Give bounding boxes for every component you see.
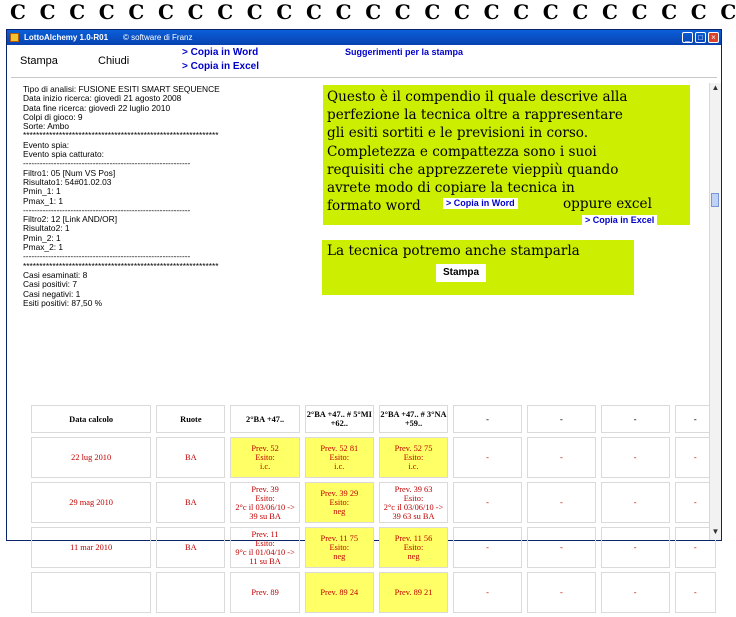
suggerimenti-link[interactable]: Suggerimenti per la stampa [345, 47, 464, 57]
prediction-line: Prev. 52 81 [320, 444, 359, 453]
prediction-line: Prev. 11 56 [394, 534, 433, 543]
prediction-line: Prev. 89 24 [320, 588, 359, 597]
column-header: - [601, 405, 670, 433]
prediction-line: 39 su BA [249, 511, 281, 521]
stampa-button[interactable]: Stampa [20, 55, 58, 67]
ruote-cell: BA [156, 527, 225, 568]
title-bar [7, 30, 721, 45]
scroll-up-icon[interactable]: ▲ [711, 83, 720, 92]
prediction-line: Esito: [255, 538, 275, 548]
report-line: Casi negativi: 1 [23, 288, 81, 299]
report-line: Colpi di gioco: 9 [23, 111, 83, 122]
report-text [23, 85, 220, 308]
report-line: ************************************************************ [23, 260, 219, 271]
toolbar-divider [11, 77, 717, 78]
annotation-stampa-text: La tecnica potremo anche stamparla [327, 243, 580, 259]
report-line: Evento spia: [23, 139, 70, 150]
prediction-line: Prev. 39 29 [320, 489, 359, 498]
prediction-line: i.c. [334, 462, 345, 471]
binding-ring-icon: C [513, 0, 530, 24]
scroll-down-icon[interactable]: ▼ [711, 527, 720, 536]
prediction-line: 39 63 su BA [392, 511, 435, 521]
prediction-line: neg [333, 552, 346, 561]
annotation-copia-excel-button[interactable]: > Copia in Excel [582, 215, 657, 226]
empty-cell: - [527, 482, 596, 523]
prediction-line: 11 su BA [249, 556, 281, 566]
report-line: Esiti positivi: 87,50 % [23, 297, 103, 308]
prediction-line: 9°c il 01/04/10 -> [235, 547, 295, 557]
column-header: 2°BA +47.. # 5°MI +62.. [305, 405, 374, 433]
prediction-line: i.c. [408, 462, 419, 471]
prediction-line: 2°c il 03/06/10 -> [383, 502, 444, 512]
table-row [31, 572, 716, 613]
binding-ring-icon: C [454, 0, 470, 24]
maximize-icon[interactable]: □ [695, 32, 706, 43]
binding-ring-icon: C [335, 0, 352, 24]
minimize-icon[interactable]: _ [682, 32, 693, 43]
app-subtitle: © software di Franz [123, 33, 193, 42]
empty-cell: - [675, 482, 716, 523]
close-icon[interactable]: × [708, 32, 719, 43]
prediction-cell [230, 437, 299, 478]
prediction-cell [379, 482, 448, 523]
binding-ring-icon: C [631, 0, 648, 24]
report-line: Evento spia catturato: [23, 149, 105, 160]
column-header: 2°BA +47.. # 3°NA +59.. [379, 405, 448, 433]
annotation-line: gli esiti sortiti e le previsioni in corso. [327, 125, 589, 142]
prediction-line: Esito: [403, 453, 424, 462]
prediction-line: Prev. 39 63 [394, 484, 433, 494]
empty-cell: - [675, 527, 716, 568]
binding-ring-icon: C [217, 0, 234, 24]
date-cell: 29 mag 2010 [31, 482, 151, 523]
binding-ring-icon: C [572, 0, 589, 24]
annotation-line: avrete modo di copiare la tecnica in [327, 180, 575, 197]
binding-ring-icon: C [690, 0, 707, 24]
empty-cell: - [527, 572, 596, 613]
prediction-cell [305, 572, 374, 613]
report-line: Data fine ricerca: giovedì 22 luglio 2010 [23, 102, 171, 113]
ruote-cell [156, 572, 225, 613]
scroll-thumb[interactable] [711, 193, 719, 207]
prediction-line: Prev. 52 75 [394, 444, 433, 453]
empty-cell: - [453, 572, 522, 613]
column-header: 2°BA +47.. [230, 405, 299, 433]
annotation-line: requisiti che apprezzerete vieppiù quando [327, 161, 619, 178]
date-cell: 11 mar 2010 [31, 527, 151, 568]
binding-ring-icon: C [424, 0, 441, 24]
report-line: Filtro2: 12 [Link AND/OR] [23, 214, 118, 225]
table-header-row [31, 405, 716, 433]
prediction-line: Prev. 11 75 [320, 534, 359, 543]
prediction-line: Prev. 89 21 [394, 588, 433, 597]
binding-ring-icon: C [10, 0, 26, 24]
empty-cell: - [453, 527, 522, 568]
empty-cell: - [453, 437, 522, 478]
prediction-line: Esito: [329, 498, 350, 507]
report-line: Pmax_1: 1 [23, 195, 64, 206]
binding-ring-icon: C [542, 0, 559, 24]
prediction-cell [230, 527, 299, 568]
column-header: - [453, 405, 522, 433]
report-line: Risultato2: 1 [23, 223, 70, 234]
binding-ring-icon: C [661, 0, 678, 24]
annotation-line: Questo è il compendio il quale descrive alla [327, 89, 628, 105]
annotation-line: Completezza e compattezza sono i suoi [327, 143, 597, 160]
prediction-cell [230, 572, 299, 613]
report-line: Pmin_1: 1 [23, 186, 61, 197]
column-header: - [675, 405, 716, 433]
prediction-line: Esito: [255, 453, 275, 462]
binding-ring-icon: C [394, 0, 411, 24]
empty-cell: - [601, 437, 670, 478]
empty-cell: - [601, 482, 670, 523]
report-line: Risultato1: 54#01.02.03 [23, 176, 112, 187]
prediction-line: neg [407, 552, 420, 561]
stampa-annotation [322, 240, 634, 295]
table-row [31, 437, 716, 478]
date-cell [31, 572, 151, 613]
prediction-line: Prev. 89 [251, 588, 279, 597]
report-line: Pmax_2: 1 [23, 242, 64, 253]
empty-cell: - [675, 572, 716, 613]
binding-ring-icon: C [187, 0, 204, 24]
report-line: ------------------------------------------------------------ [23, 158, 191, 169]
prediction-line: Prev. 11 [251, 529, 279, 539]
binding-ring-icon: C [158, 0, 174, 24]
empty-cell: - [601, 572, 670, 613]
binding-ring-icon: C [276, 0, 293, 24]
report-line: Casi positivi: 7 [23, 279, 77, 290]
report-line: ------------------------------------------------------------ [23, 204, 191, 215]
app-title: LottoAlchemy 1.0-R01 [24, 33, 109, 42]
empty-cell: - [675, 437, 716, 478]
binding-ring-icon: C [365, 0, 382, 24]
report-line: Casi esaminati: 8 [23, 269, 88, 280]
empty-cell: - [527, 527, 596, 568]
binding-ring-icon: C [246, 0, 263, 24]
table-row [31, 482, 716, 523]
date-cell: 22 lug 2010 [31, 437, 151, 478]
spiral-binding [0, 0, 736, 26]
prediction-line: Esito: [403, 543, 424, 552]
vertical-scrollbar[interactable] [709, 83, 721, 540]
column-header: Ruote [156, 405, 225, 433]
column-header: Data calcolo [31, 405, 151, 433]
prediction-cell [379, 572, 448, 613]
binding-ring-icon: C [128, 0, 145, 24]
annotation-stampa-button[interactable]: Stampa [436, 264, 486, 282]
ruote-cell: BA [156, 437, 225, 478]
report-line: ------------------------------------------------------------ [23, 251, 191, 262]
annotation-line: formato word [327, 198, 421, 215]
binding-ring-icon: C [720, 0, 736, 24]
prediction-line: Esito: [403, 493, 424, 503]
prediction-line: i.c. [259, 462, 271, 471]
report-line: Filtro1: 05 [Num VS Pos] [23, 167, 116, 178]
prediction-line: Esito: [329, 543, 350, 552]
prediction-line: Prev. 52 [251, 444, 279, 453]
binding-ring-icon: C [483, 0, 500, 24]
empty-cell: - [527, 437, 596, 478]
table-row [31, 527, 716, 568]
prediction-line: 2°c il 03/06/10 -> [235, 502, 295, 512]
app-icon [10, 33, 19, 42]
report-line: ************************************************************ [23, 130, 219, 141]
binding-ring-icon: C [39, 0, 56, 24]
results-table [26, 401, 721, 617]
prediction-line: Prev. 39 [251, 484, 279, 494]
binding-ring-icon: C [98, 0, 115, 24]
compendio-annotation [323, 85, 690, 225]
annotation-line: oppure excel [563, 196, 652, 212]
report-line: Tipo di analisi: FUSIONE ESITI SMART SEQUENCE [23, 84, 220, 94]
copia-excel-link[interactable]: > Copia in Excel [182, 61, 259, 72]
report-line: Pmin_2: 1 [23, 232, 61, 243]
binding-ring-icon: C [69, 0, 86, 24]
empty-cell: - [453, 482, 522, 523]
prediction-line: Esito: [329, 453, 350, 462]
binding-ring-icon: C [602, 0, 618, 24]
annotation-line: perfezione la tecnica oltre a rappresentare [327, 107, 623, 124]
column-header: - [527, 405, 596, 433]
prediction-cell [379, 527, 448, 568]
binding-ring-icon: C [306, 0, 322, 24]
prediction-cell [305, 527, 374, 568]
chiudi-button[interactable]: Chiudi [98, 55, 130, 67]
prediction-cell [305, 482, 374, 523]
copia-word-link[interactable]: > Copia in Word [182, 47, 259, 58]
annotation-copia-word-button[interactable]: > Copia in Word [443, 198, 518, 209]
prediction-line: neg [333, 507, 346, 516]
ruote-cell: BA [156, 482, 225, 523]
report-line: Sorte: Ambo [23, 121, 70, 132]
prediction-cell [305, 437, 374, 478]
empty-cell: - [601, 527, 670, 568]
prediction-cell [230, 482, 299, 523]
prediction-cell [379, 437, 448, 478]
prediction-line: Esito: [255, 493, 275, 503]
report-line: Data inizio ricerca: giovedì 21 agosto 2008 [23, 93, 182, 104]
